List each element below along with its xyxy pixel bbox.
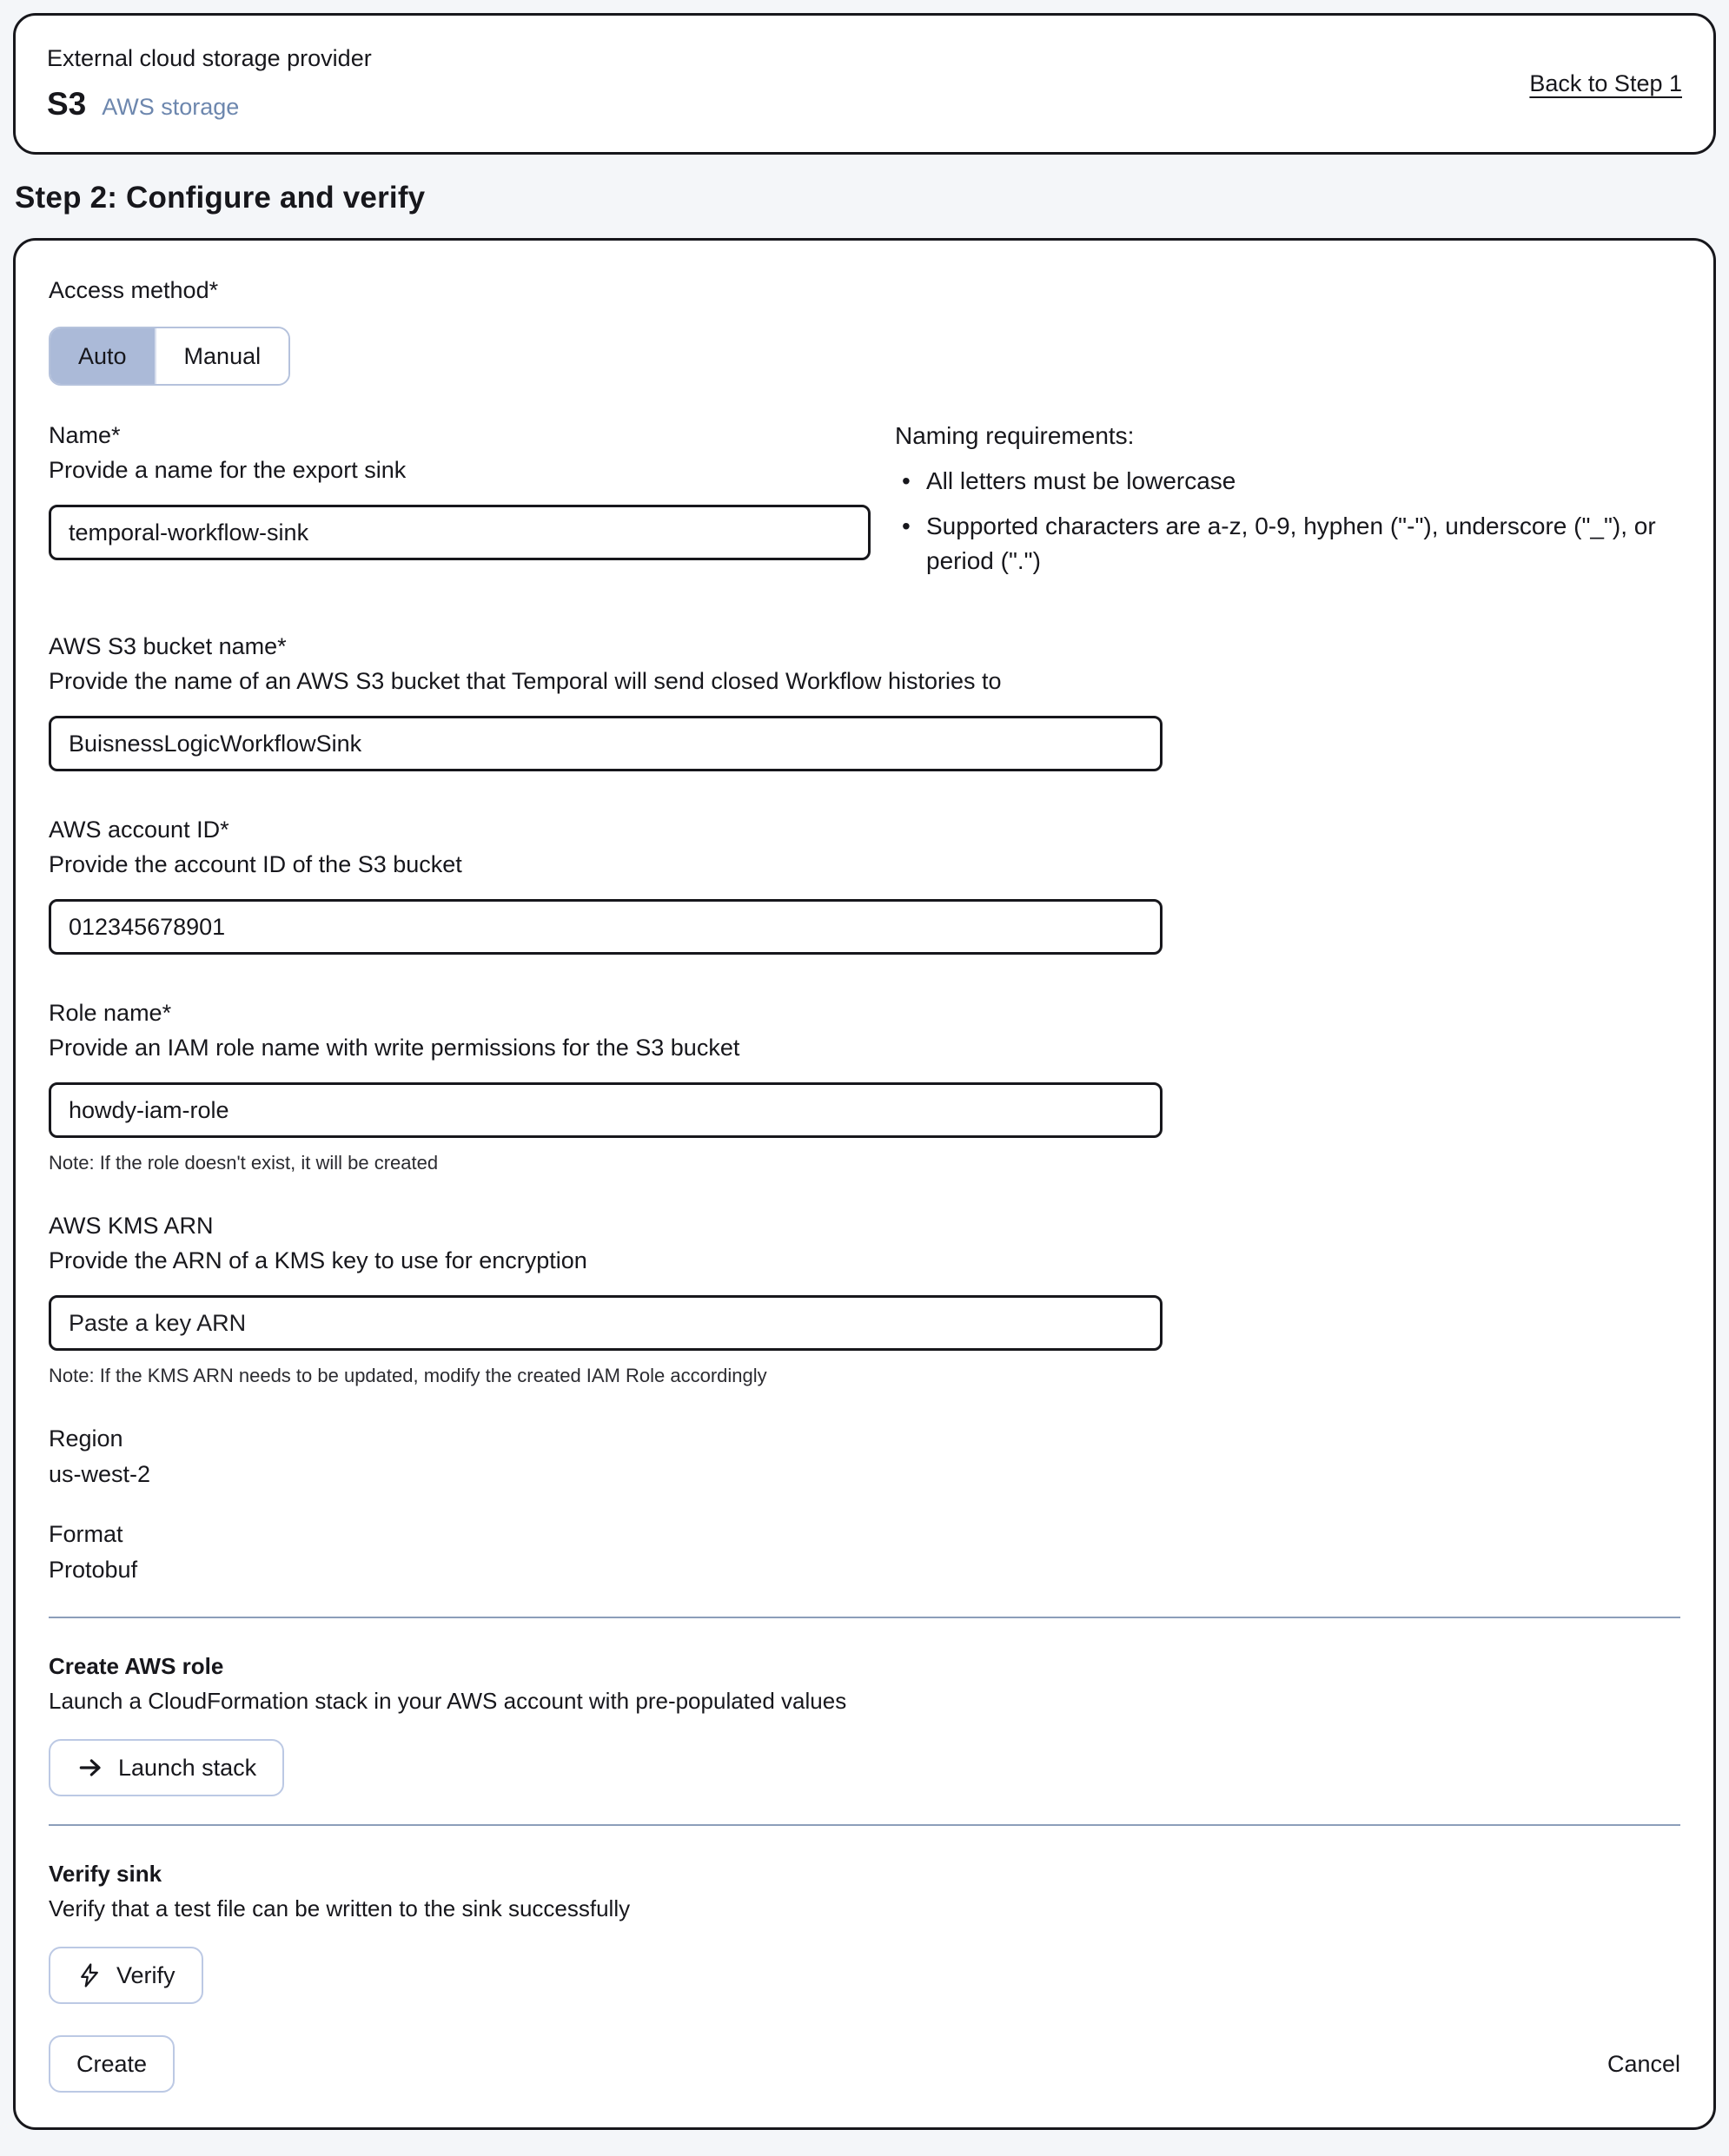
account-id-label: AWS account ID*	[49, 817, 229, 843]
account-id-input[interactable]	[49, 899, 1163, 955]
config-card	[13, 238, 1716, 2130]
bucket-input[interactable]	[49, 716, 1163, 771]
kms-arn-note: Note: If the KMS ARN needs to be updated, modify the created IAM Role accordingly	[49, 1365, 767, 1387]
account-id-description: Provide the account ID of the S3 bucket	[49, 851, 462, 878]
kms-arn-field-group	[49, 1213, 1680, 1387]
section-divider	[49, 1617, 1680, 1618]
verify-button-label: Verify	[116, 1961, 176, 1988]
format-group	[49, 1521, 1680, 1584]
naming-requirement-item: • All letters must be lowercase	[895, 464, 1694, 499]
naming-requirements-list	[895, 464, 1694, 578]
create-aws-role-description: Launch a CloudFormation stack in your AWS account with pre-populated values	[49, 1688, 847, 1715]
role-name-note: Note: If the role doesn't exist, it will be created	[49, 1152, 439, 1174]
cancel-link[interactable]: Cancel	[1606, 2050, 1680, 2077]
back-to-step1-link[interactable]: Back to Step 1	[1529, 70, 1682, 96]
create-aws-role-title: Create AWS role	[49, 1653, 224, 1680]
access-method-toggle	[49, 327, 290, 386]
launch-stack-button-label: Launch stack	[118, 1754, 257, 1781]
bucket-description: Provide the name of an AWS S3 bucket that Temporal will send closed Workflow histories to	[49, 668, 1002, 695]
access-method-group	[49, 277, 1680, 386]
toggle-option-auto[interactable]: Auto	[50, 328, 155, 384]
bucket-field-group	[49, 633, 1680, 771]
region-label: Region	[49, 1425, 123, 1452]
format-label: Format	[49, 1521, 123, 1548]
kms-arn-label: AWS KMS ARN	[49, 1213, 214, 1240]
create-aws-role-section	[49, 1653, 1680, 1796]
naming-requirements	[895, 422, 1694, 588]
toggle-option-manual[interactable]: Manual	[155, 328, 289, 384]
lightning-icon	[76, 1962, 103, 1988]
region-group	[49, 1425, 1680, 1488]
provider-card-label: External cloud storage provider	[47, 45, 372, 71]
provider-card	[13, 13, 1716, 155]
access-method-label: Access method*	[49, 277, 219, 303]
launch-stack-button[interactable]	[49, 1739, 284, 1796]
naming-requirements-title: Naming requirements:	[895, 422, 1135, 449]
step-heading: Step 2: Configure and verify	[15, 181, 426, 215]
arrow-right-icon	[76, 1754, 104, 1782]
region-value: us-west-2	[49, 1461, 151, 1488]
form-actions	[49, 2035, 1680, 2093]
verify-sink-title: Verify sink	[49, 1861, 162, 1888]
role-name-input[interactable]	[49, 1082, 1163, 1138]
name-input[interactable]	[49, 505, 871, 560]
role-name-field-group	[49, 1000, 1680, 1174]
kms-arn-description: Provide the ARN of a KMS key to use for encryption	[49, 1247, 587, 1274]
verify-sink-section	[49, 1861, 1680, 2004]
name-label: Name*	[49, 422, 121, 448]
name-row	[49, 422, 1680, 588]
naming-requirement-item: • Supported characters are a-z, 0-9, hyphen ("-"), underscore ("_"), or period (".")	[895, 509, 1694, 579]
account-id-field-group	[49, 817, 1680, 955]
verify-sink-description: Verify that a test file can be written to the sink successfully	[49, 1895, 631, 1922]
format-value: Protobuf	[49, 1557, 138, 1584]
bucket-label: AWS S3 bucket name*	[49, 633, 287, 660]
section-divider	[49, 1824, 1680, 1826]
name-field-group	[49, 422, 871, 588]
provider-subtitle: AWS storage	[102, 94, 240, 120]
provider-info	[47, 45, 372, 122]
kms-arn-input[interactable]	[49, 1295, 1163, 1351]
verify-button[interactable]	[49, 1947, 203, 2004]
role-name-label: Role name*	[49, 1000, 172, 1027]
create-button[interactable]: Create	[49, 2035, 175, 2093]
role-name-description: Provide an IAM role name with write permissions for the S3 bucket	[49, 1035, 740, 1061]
provider-name: S3	[47, 86, 87, 122]
name-description: Provide a name for the export sink	[49, 457, 407, 483]
